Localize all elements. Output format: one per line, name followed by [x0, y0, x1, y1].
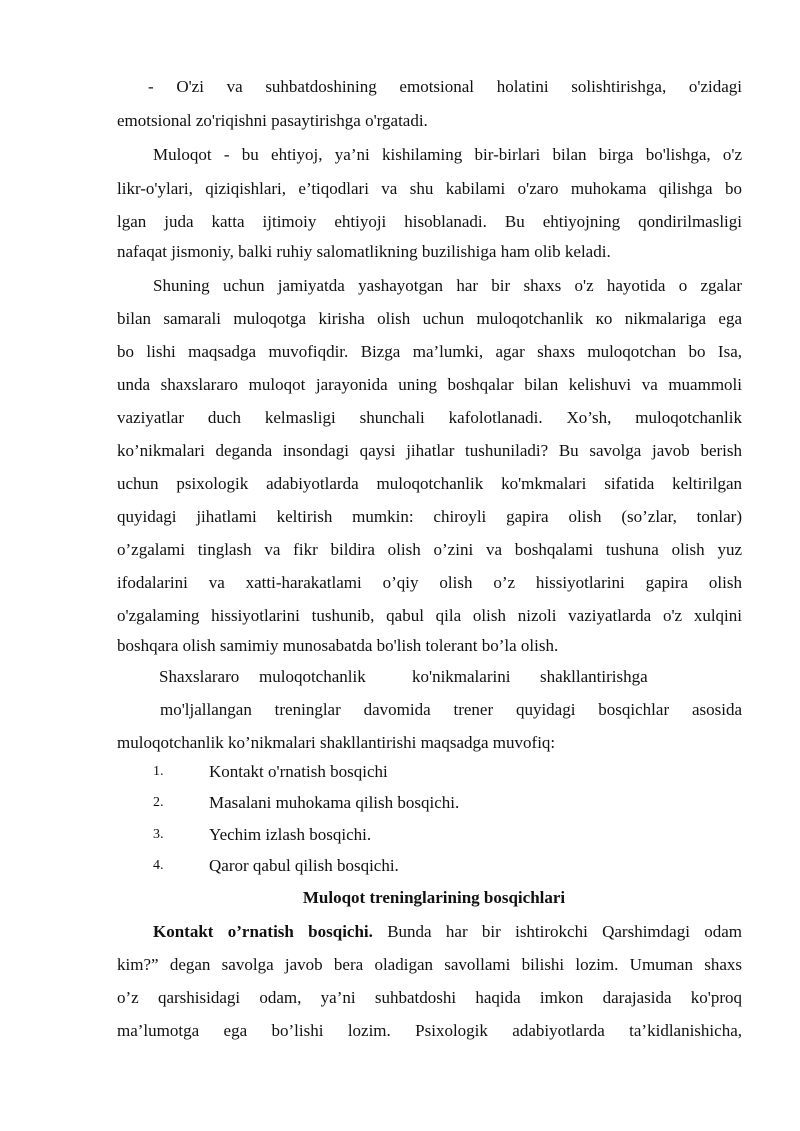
paragraph-3-line-11: o'zgalaming hissiyotlarini tushunib, qabul qila olish nizoli vaziyatlarda o'z xulqini [117, 606, 742, 625]
paragraph-1-line-2: emotsional zo'riqishni pasaytirishga o'rgatadi. [117, 111, 428, 130]
list-number-3: 3. [153, 827, 164, 842]
section-line-1 [153, 922, 742, 942]
list-item-1: Kontakt o'rnatish bosqichi [209, 762, 388, 781]
paragraph-3-line-9: o’zgalami tinglash va fikr bildira olish o’zini va boshqalami tushuna olish yuz [117, 540, 742, 559]
paragraph-3-line-8: quyidagi jihatlami keltirish mumkin: chiroyli gapira olish (so’zlar, tonlar) [117, 507, 742, 526]
paragraph-3-line-10: ifodalarini va xatti-harakatlami o’qiy olish o’z hissiyotlarini gapira olish [117, 573, 742, 592]
list-item-4: Qaror qabul qilish bosqichi. [209, 856, 399, 875]
paragraph-3-line-1: Shuning uchun jamiyatda yashayotgan har bir shaxs o'z hayotida o zgalar [153, 276, 742, 295]
paragraph-2-line-2: likr-o'ylari, qiziqishlari, e’tiqodlari va shu kabilami o'zaro muhokama qilishga bo [117, 179, 742, 198]
section-line-4: ma’lumotga ega bo’lishi lozim. Psixologik adabiyotlarda ta’kidlanishicha, [117, 1021, 742, 1040]
paragraph-3-line-6: ko’nikmalari deganda insondagi qaysi jihatlar tushuniladi? Bu savolga javob berish [117, 441, 742, 460]
paragraph-2-line-3: lgan juda katta ijtimoiy ehtiyoji hisoblanadi. Bu ehtiyojning qondirilmasligi [117, 212, 742, 231]
paragraph-2-line-1: Muloqot - bu ehtiyoj, ya’ni kishilaming bir-birlari bilan birga bo'lishga, o'z [153, 145, 742, 164]
paragraph-4-line-2: mo'ljallangan treninglar davomida trener quyidagi bosqichlar asosida [160, 700, 742, 719]
paragraph-4-word-2: muloqotchanlik [259, 667, 366, 686]
section-line-2: kim?” degan savolga javob bera oladigan savollami bilishi lozim. Umuman shaxs [117, 955, 742, 974]
list-number-2: 2. [153, 795, 164, 810]
paragraph-4-word-1: Shaxslararo [159, 667, 240, 686]
list-number-4: 4. [153, 858, 164, 873]
paragraph-4-word-3: ko'nikmalarini [412, 667, 511, 686]
paragraph-4-line-3: muloqotchanlik ko’nikmalari shakllantirishi maqsadga muvofiq: [117, 733, 556, 752]
list-number-1: 1. [153, 764, 164, 779]
paragraph-3-line-12: boshqara olish samimiy munosabatda bo'lish tolerant bo’la olish. [117, 636, 559, 655]
paragraph-3-line-5: vaziyatlar duch kelmasligi shunchali kafolotlanadi. Xo’sh, muloqotchanlik [117, 408, 742, 427]
list-item-3: Yechim izlash bosqichi. [209, 825, 372, 844]
section-line-3: o’z qarshisidagi odam, ya’ni suhbatdoshi haqida imkon darajasida ko'proq [117, 988, 742, 1007]
section-heading: Muloqot treninglarining bosqichlari [302, 888, 566, 907]
paragraph-4-word-4: shakllantirishga [540, 667, 648, 686]
paragraph-3-line-3: bo lishi maqsadga muvofiqdir. Bizga ma’lumki, agar shaxs muloqotchan bo Isa, [117, 342, 742, 361]
paragraph-3-line-7: uchun psixologik adabiyotlarda muloqotchanlik ko'mkmalari sifatida keltirilgan [117, 474, 742, 493]
paragraph-3-line-2: bilan samarali muloqotga kirisha olish uchun muloqotchanlik кo nikmalariga ega [117, 309, 742, 328]
paragraph-3-line-4: unda shaxslararo muloqot jarayonida uning boshqalar bilan kelishuvi va muammoli [117, 375, 742, 394]
paragraph-1-line-1: - O'zi va suhbatdoshining emotsional holatini solishtirishga, o'zidagi [148, 77, 742, 96]
section-lead-bold: Kontakt o’rnatish bosqichi. [153, 922, 373, 941]
section-lead-rest: Bunda har bir ishtirokchi Qarshimdagi odam [372, 922, 742, 941]
list-item-2: Masalani muhokama qilish bosqichi. [209, 793, 460, 812]
paragraph-2-line-4: nafaqat jismoniy, balki ruhiy salomatlikning buzilishiga ham olib keladi. [117, 242, 611, 261]
